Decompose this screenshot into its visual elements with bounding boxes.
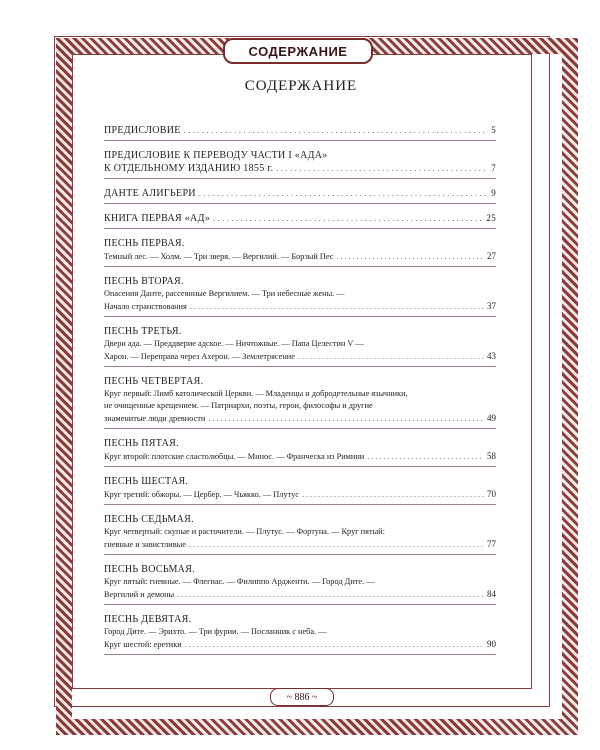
toc-page-number: 90 bbox=[487, 639, 496, 649]
toc-page-number: 7 bbox=[491, 163, 496, 173]
toc-line-text: ПРЕДИСЛОВИЕ К ПЕРЕВОДУ ЧАСТИ I «АДА» bbox=[104, 150, 328, 161]
dot-leader bbox=[276, 162, 488, 175]
toc-line-text: не очищенные крещением. — Патриархи, поэты, герои, философы и другие bbox=[104, 401, 373, 410]
toc-entry bbox=[104, 563, 496, 605]
toc-line-text: Круг пятый: гневные. — Флегиас. — Филиппо Ардженти. — Город Дите. — bbox=[104, 577, 375, 586]
toc-line-text: Двери ада. — Преддверие адское. — Ничтожные. — Папа Целестин V — bbox=[104, 339, 364, 348]
toc-line bbox=[104, 626, 496, 638]
toc-line bbox=[104, 588, 496, 601]
toc-entry bbox=[104, 124, 496, 141]
toc-entry bbox=[104, 212, 496, 229]
toc-line bbox=[104, 300, 496, 313]
toc-page-number: 49 bbox=[487, 413, 496, 423]
toc-line bbox=[104, 288, 496, 300]
toc-entry bbox=[104, 237, 496, 267]
toc-line-text: Опасения Данте, рассеянные Вергилием. — Три небесные жены. — bbox=[104, 289, 345, 298]
toc-line bbox=[104, 576, 496, 588]
toc-entry bbox=[104, 613, 496, 655]
toc-page-number: 84 bbox=[487, 589, 496, 599]
dot-leader bbox=[367, 451, 484, 463]
toc-line-text: Вергилий и демоны bbox=[104, 590, 175, 599]
toc-entry bbox=[104, 325, 496, 367]
toc-line-text: Круг второй: плотские сластолюбцы. — Минос. — Франческа из Римини bbox=[104, 452, 365, 461]
header-label: СОДЕРЖАНИЕ bbox=[223, 38, 373, 64]
toc-page-number: 27 bbox=[487, 251, 496, 261]
toc-page-number: 77 bbox=[487, 539, 496, 549]
toc-entry-title: ПЕСНЬ ВТОРАЯ. bbox=[104, 276, 184, 287]
toc-page-number: 25 bbox=[486, 213, 496, 223]
toc-line bbox=[104, 350, 496, 363]
toc-line bbox=[104, 400, 496, 412]
toc-line bbox=[104, 149, 496, 162]
toc-line bbox=[104, 638, 496, 651]
page-title: СОДЕРЖАНИЕ bbox=[244, 78, 358, 94]
dot-leader bbox=[302, 489, 484, 501]
toc-line-text: ПРЕДИСЛОВИЕ bbox=[104, 125, 181, 136]
toc-entry-title: ПЕСНЬ ЧЕТВЕРТАЯ. bbox=[104, 376, 204, 387]
toc-line-text: Харон. — Переправа через Ахерон. — Землетрясение bbox=[104, 352, 295, 361]
toc-entry-title: ПЕСНЬ ПЕРВАЯ. bbox=[104, 238, 185, 249]
toc-line-text: знаменитые люди древности bbox=[104, 414, 206, 423]
toc-line-text: КНИГА ПЕРВАЯ «АД» bbox=[104, 213, 210, 224]
toc-line-text: ДАНТЕ АЛИГЬЕРИ bbox=[104, 188, 196, 199]
dot-leader bbox=[185, 639, 484, 651]
toc-line-text: Круг шестой: еретики bbox=[104, 640, 182, 649]
toc-page-number: 70 bbox=[487, 489, 496, 499]
toc-line-text: Темный лес. — Холм. — Три зверя. — Вергилий. — Борзый Пес bbox=[104, 252, 334, 261]
toc-line bbox=[104, 162, 496, 175]
toc-entry bbox=[104, 149, 496, 179]
toc-entry-title: ПЕСНЬ ШЕСТАЯ. bbox=[104, 476, 189, 487]
toc-entry-title: ПЕСНЬ СЕДЬМАЯ. bbox=[104, 514, 194, 525]
toc-line bbox=[104, 412, 496, 425]
page-number: ~ 886 ~ bbox=[270, 688, 334, 706]
toc-page-number: 37 bbox=[487, 301, 496, 311]
toc-line bbox=[104, 338, 496, 350]
toc-entry bbox=[104, 513, 496, 555]
toc-line-text: Город Дите. — Эрихто. — Три фурии. — Посланник с неба. — bbox=[104, 627, 327, 636]
toc-line-text: Начало странствования bbox=[104, 302, 187, 311]
dot-leader bbox=[177, 589, 484, 601]
toc-page-number: 43 bbox=[487, 351, 496, 361]
toc-entry bbox=[104, 437, 496, 467]
toc-line bbox=[104, 250, 496, 263]
toc-page-number: 5 bbox=[491, 125, 496, 135]
toc-entry-title: ПЕСНЬ ВОСЬМАЯ. bbox=[104, 564, 195, 575]
toc-entry bbox=[104, 187, 496, 204]
dot-leader bbox=[190, 301, 484, 313]
toc-line-text: гневные и завистливые bbox=[104, 540, 186, 549]
toc-line-text: Круг третий: обжоры. — Цербер. — Чьякко. — Плутус bbox=[104, 490, 299, 499]
toc-entry bbox=[104, 275, 496, 317]
toc-entry bbox=[104, 375, 496, 429]
dot-leader bbox=[213, 212, 483, 225]
toc-line bbox=[104, 212, 496, 225]
toc-page-number: 58 bbox=[487, 451, 496, 461]
toc-page-number: 9 bbox=[491, 188, 496, 198]
dot-leader bbox=[298, 351, 484, 363]
toc-line-text: Круг четвертый: скупые и расточители. — Плутус. — Фортуна. — Круг пятый: bbox=[104, 527, 385, 536]
toc-line bbox=[104, 450, 496, 463]
table-of-contents bbox=[104, 124, 496, 663]
toc-entry-title: ПЕСНЬ ТРЕТЬЯ. bbox=[104, 326, 182, 337]
dot-leader bbox=[208, 413, 484, 425]
toc-line bbox=[104, 526, 496, 538]
dot-leader bbox=[189, 539, 484, 551]
toc-line bbox=[104, 388, 496, 400]
toc-line bbox=[104, 187, 496, 200]
toc-line-text: Круг первый: Лимб католической Церкви. — Младенцы и добродетельные язычники, bbox=[104, 389, 408, 398]
toc-entry-title: ПЕСНЬ ДЕВЯТАЯ. bbox=[104, 614, 192, 625]
toc-line-text: К ОТДЕЛЬНОМУ ИЗДАНИЮ 1855 г. bbox=[104, 163, 274, 174]
toc-line bbox=[104, 488, 496, 501]
toc-entry-title: ПЕСНЬ ПЯТАЯ. bbox=[104, 438, 179, 449]
toc-line bbox=[104, 538, 496, 551]
dot-leader bbox=[199, 187, 488, 200]
dot-leader bbox=[184, 124, 489, 137]
dot-leader bbox=[336, 251, 484, 263]
toc-line bbox=[104, 124, 496, 137]
toc-entry bbox=[104, 475, 496, 505]
